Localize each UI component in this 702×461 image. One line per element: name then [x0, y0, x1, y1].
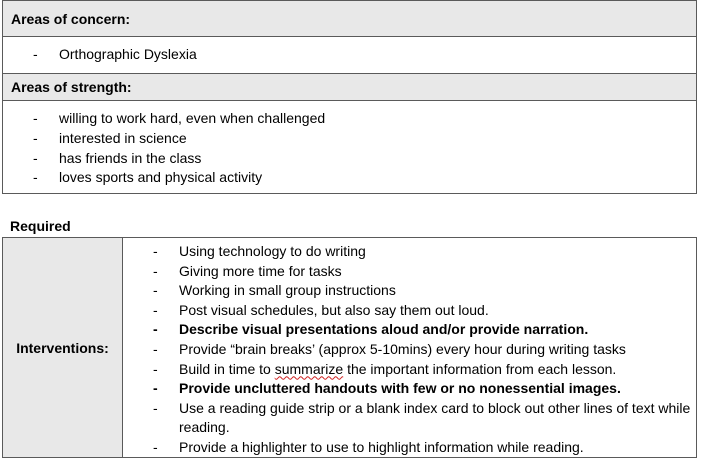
- strength-item: - loves sports and physical activity: [3, 168, 696, 188]
- concern-item: - Orthographic Dyslexia: [3, 45, 696, 65]
- areas-of-strength-header: Areas of strength:: [3, 74, 696, 101]
- areas-of-strength-section: [2, 73, 697, 194]
- intervention-text: Build in time to: [179, 360, 275, 377]
- spellcheck-flagged-word: summarize: [274, 360, 344, 377]
- intervention-item: - Provide “brain breaks’ (approx 5-10mins) every hour during writing tasks: [123, 340, 696, 360]
- interventions-cell: [123, 238, 696, 457]
- interventions-list: [123, 242, 696, 458]
- required-label: Required: [10, 218, 71, 234]
- interventions-label: Interventions:: [3, 238, 123, 457]
- strength-list: [3, 101, 696, 188]
- intervention-item-bold: - Describe visual presentations aloud and/or provide narration.: [123, 320, 696, 340]
- intervention-item-bold: - Provide uncluttered handouts with few or no nonessential images.: [123, 379, 696, 399]
- strength-item: - willing to work hard, even when challenged: [3, 109, 696, 129]
- areas-of-concern-section: [2, 0, 697, 74]
- intervention-item: - Use a reading guide strip or a blank index card to block out other lines of text while reading.: [123, 399, 696, 438]
- interventions-table: [2, 237, 697, 458]
- intervention-item: [123, 360, 696, 380]
- intervention-item: - Working in small group instructions: [123, 281, 696, 301]
- strength-item: - interested in science: [3, 129, 696, 149]
- areas-of-concern-header: Areas of concern:: [3, 1, 696, 37]
- concern-list: [3, 37, 696, 65]
- intervention-item: - Provide a highlighter to use to highlight information while reading.: [123, 438, 696, 458]
- strength-item: - has friends in the class: [3, 149, 696, 169]
- intervention-item: - Using technology to do writing: [123, 242, 696, 262]
- intervention-item: - Giving more time for tasks: [123, 262, 696, 282]
- intervention-item: - Post visual schedules, but also say them out loud.: [123, 301, 696, 321]
- intervention-text: the important information from each lesson.: [343, 360, 617, 377]
